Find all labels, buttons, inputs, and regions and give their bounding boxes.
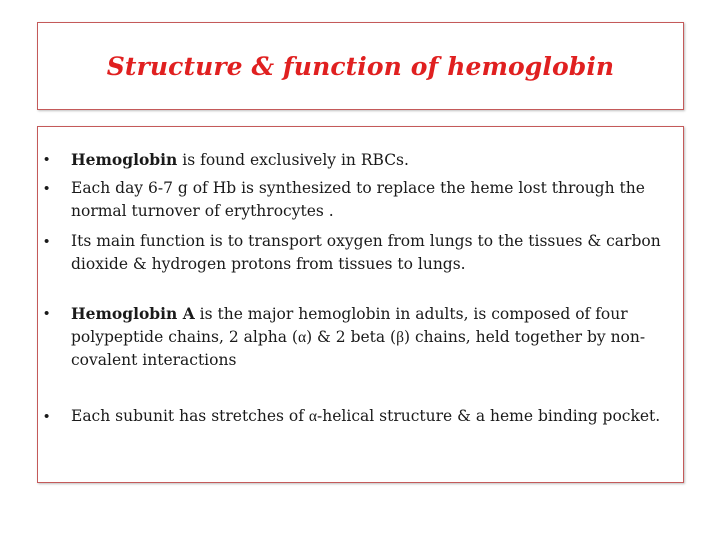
- alpha-symbol: α: [308, 408, 318, 425]
- text-run: ) chains, held together by non-covalent interactions: [71, 328, 646, 369]
- text-run: ) & 2 beta (: [306, 328, 397, 346]
- bullet-item: [44, 405, 671, 428]
- bullet-item: [44, 177, 671, 223]
- bullet-text: [71, 148, 671, 172]
- bullet-marker: •: [44, 233, 50, 250]
- bullet-marker: •: [44, 305, 50, 322]
- bullet-item: [44, 148, 671, 172]
- text-run: -helical structure & a heme binding pocket.: [317, 407, 661, 425]
- bold-term: Hemoglobin A: [71, 304, 195, 323]
- bullet-marker: •: [44, 180, 50, 197]
- bullet-text: [71, 302, 671, 372]
- text-run: is found exclusively in RBCs.: [177, 151, 409, 169]
- alpha-symbol: α: [297, 329, 307, 346]
- bullet-text: [71, 405, 671, 428]
- text-run: Each subunit has stretches of: [71, 407, 309, 425]
- bold-term: Hemoglobin: [71, 150, 178, 169]
- bullet-item: [44, 230, 671, 276]
- bullet-text: Its main function is to transport oxygen from lungs to the tissues & carbon dioxide & hydrogen protons from tissues to lungs.: [71, 232, 661, 273]
- bullet-text: Each day 6-7 g of Hb is synthesized to replace the heme lost through the normal turnover of erythrocytes .: [71, 179, 645, 220]
- text-run: is the major hemoglobin in adults, is composed of four polypeptide chains, 2 alpha (: [71, 305, 628, 346]
- beta-symbol: β: [396, 329, 404, 346]
- bullet-marker: •: [44, 151, 50, 168]
- title-box: [37, 22, 684, 110]
- bullet-item: [44, 302, 671, 372]
- content-box: [37, 126, 684, 483]
- slide-title: Structure & function of hemoglobin: [106, 51, 615, 81]
- bullet-marker: •: [44, 408, 50, 425]
